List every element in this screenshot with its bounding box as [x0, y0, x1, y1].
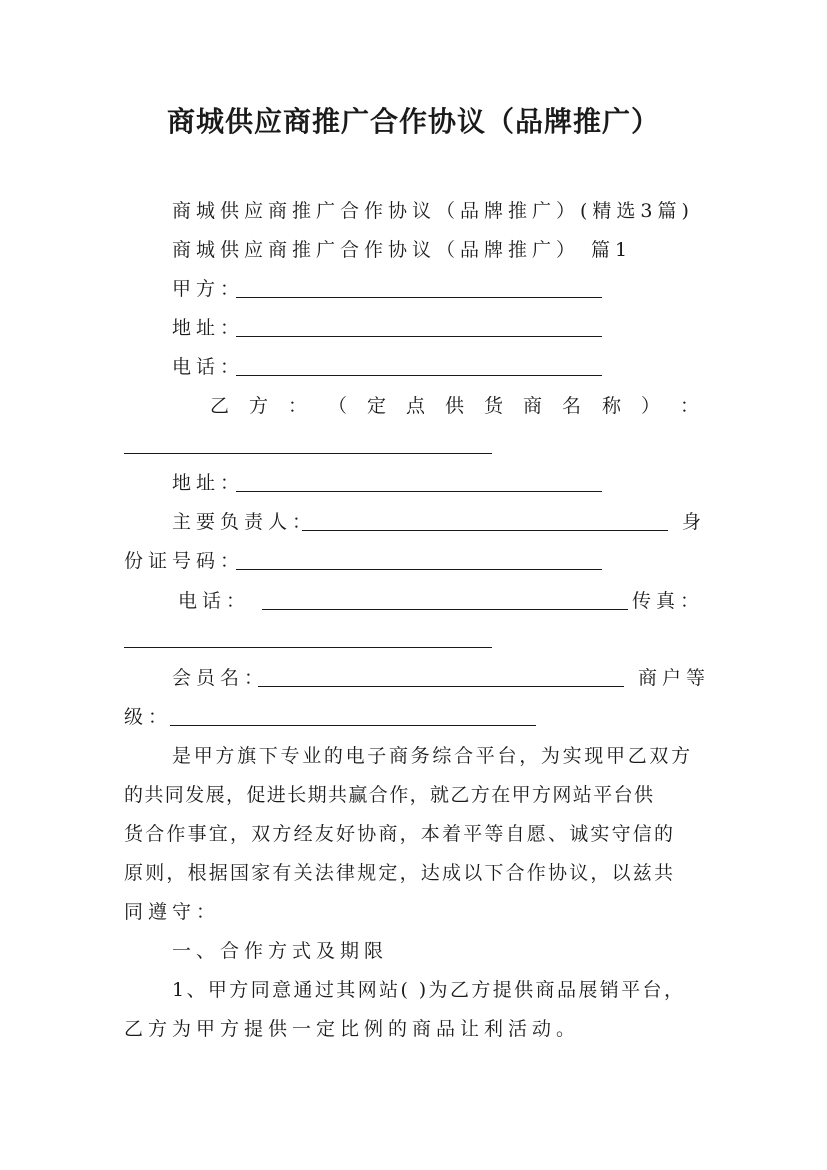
- party-b-char: ：: [680, 395, 700, 417]
- paragraph-line: 原则，根据国家有关法律规定，达成以下合作协议，以兹共: [124, 862, 676, 884]
- party-b-char: 名: [562, 395, 582, 417]
- phone-b-label: 电话：: [178, 590, 251, 612]
- party-b-char: ：: [288, 395, 308, 417]
- clause-line: 乙方为甲方提供一定比例的商品让利活动。: [124, 1018, 581, 1040]
- fax-blank: [124, 647, 492, 648]
- party-b-char: ）: [641, 395, 661, 417]
- phone-a-blank: [236, 375, 602, 376]
- document-title: 商城供应商推广合作协议（品牌推广）: [166, 105, 660, 138]
- party-b-char: 乙: [210, 395, 230, 417]
- party-b-char: 点: [406, 395, 426, 417]
- section-heading: 一、合作方式及期限: [172, 940, 389, 962]
- fax-label: 传真：: [632, 590, 705, 612]
- paragraph-line: 的共同发展，促进长期共赢合作，就乙方在甲方网站平台供: [124, 784, 655, 806]
- address-a-label: 地址：: [172, 317, 245, 339]
- id-number-label-start: 身: [682, 511, 702, 533]
- party-b-char: 定: [367, 395, 387, 417]
- paragraph-line: 货合作事宜，双方经友好协商，本着平等自愿、诚实守信的: [124, 823, 676, 845]
- party-b-char: 货: [484, 395, 504, 417]
- party-a-blank: [236, 297, 602, 298]
- party-b-char: 商: [523, 395, 543, 417]
- party-b-blank: [124, 453, 492, 454]
- id-number-label: 份证号码：: [124, 550, 245, 572]
- article-heading: 商城供应商推广合作协议（品牌推广） 篇1: [172, 239, 633, 261]
- merchant-level-blank: [170, 725, 536, 726]
- merchant-level-label: 级：: [124, 706, 173, 728]
- party-b-char: 方: [249, 395, 269, 417]
- id-number-blank: [236, 569, 602, 570]
- principal-blank: [302, 530, 668, 531]
- paragraph-line: 是甲方旗下专业的电子商务综合平台，为实现甲乙双方: [172, 745, 693, 767]
- subtitle-line: 商城供应商推广合作协议（品牌推广）(精选3篇): [172, 200, 694, 222]
- phone-b-blank: [262, 609, 628, 610]
- party-b-char: 称: [602, 395, 622, 417]
- principal-label: 主要负责人：: [172, 511, 317, 533]
- clause-line: 1、甲方同意通过其网站( )为乙方提供商品展销平台，: [172, 979, 686, 1001]
- member-label: 会员名：: [172, 667, 269, 689]
- address-b-blank: [236, 491, 602, 492]
- member-blank: [258, 686, 624, 687]
- phone-a-label: 电话：: [172, 356, 245, 378]
- paragraph-line: 同遵守：: [124, 901, 221, 923]
- party-a-label: 甲方：: [172, 278, 245, 300]
- address-a-blank: [236, 336, 602, 337]
- party-b-char: （: [328, 395, 348, 417]
- merchant-level-label-start: 商户等: [638, 667, 711, 689]
- party-b-char: 供: [445, 395, 465, 417]
- address-b-label: 地址：: [172, 472, 245, 494]
